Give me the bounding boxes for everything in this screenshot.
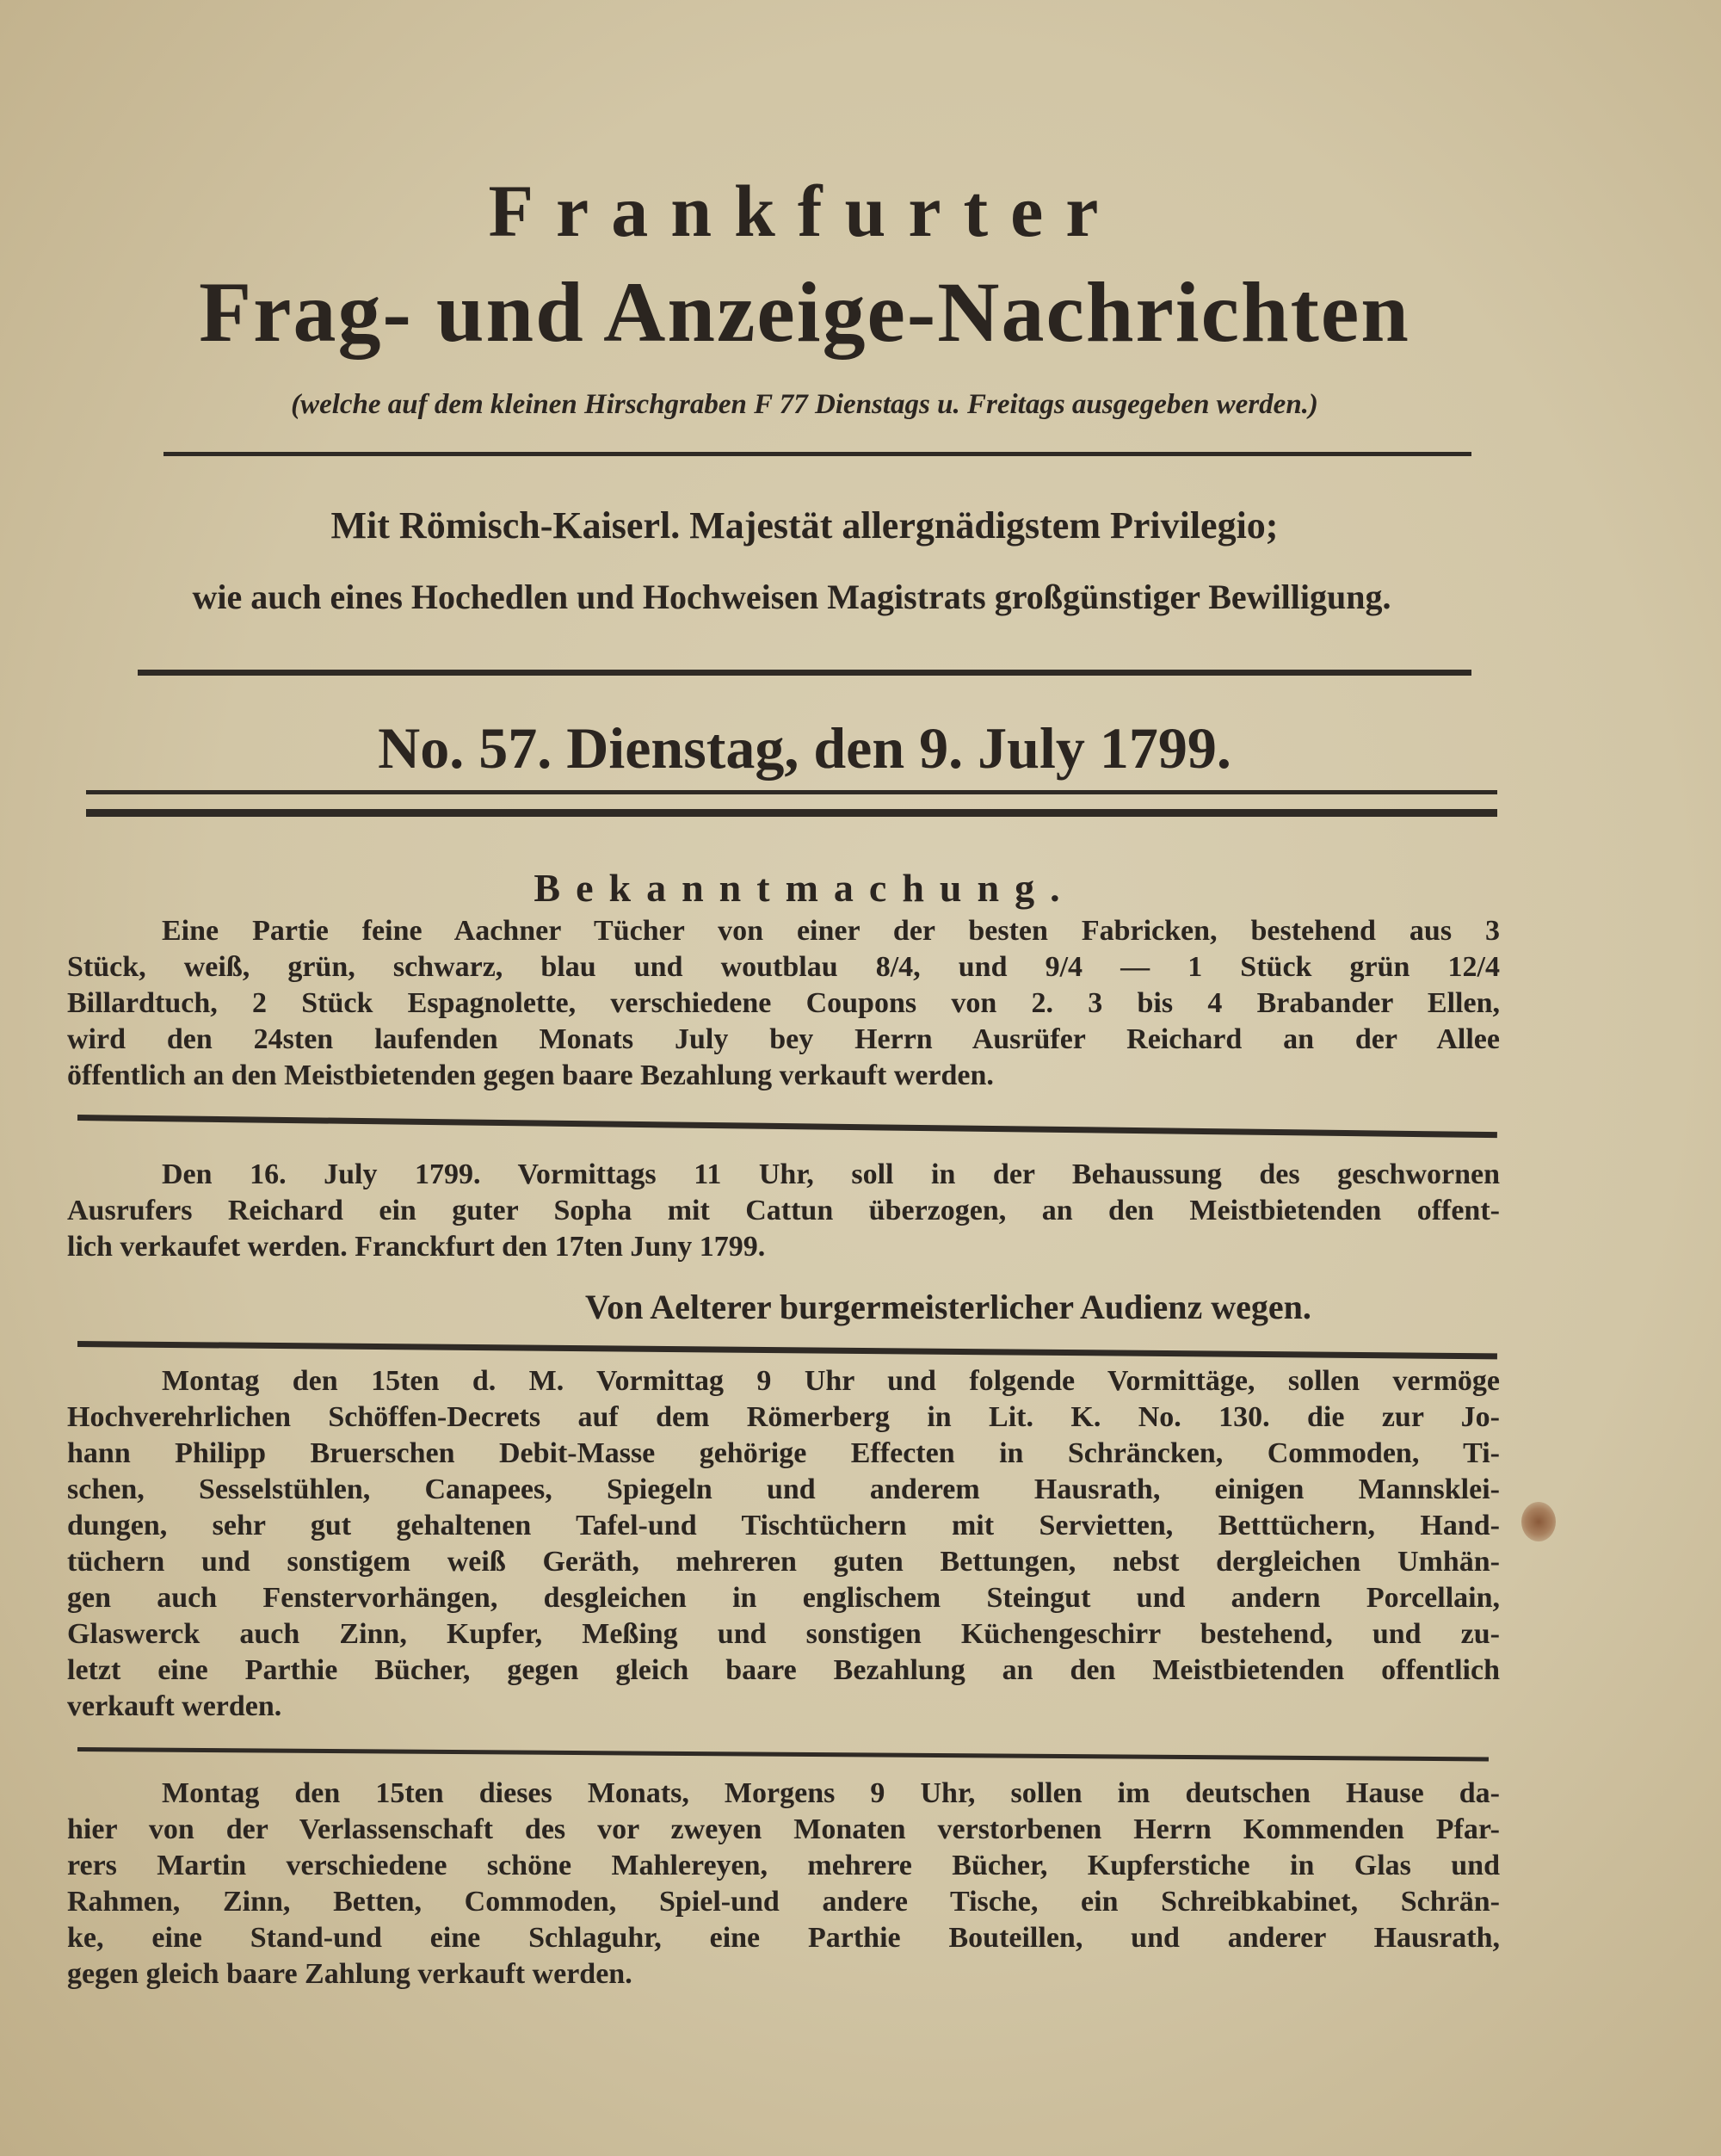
divider xyxy=(77,1115,1497,1138)
notice-line: rers Martin verschiedene schöne Mahlereyen, mehrere Bücher, Kupferstiche in Glas und xyxy=(67,1850,1500,1881)
divider xyxy=(138,670,1471,676)
divider xyxy=(77,1747,1489,1761)
notice-footer: Von Aelterer burgermeisterlicher Audienz wegen. xyxy=(585,1288,1311,1326)
masthead-title-line2: Frag- und Anzeige-Nachrichten xyxy=(199,264,1410,360)
notice-line: letzt eine Parthie Bücher, gegen gleich baare Bezahlung an den Meistbietenden offentlich xyxy=(67,1654,1500,1686)
notice-line: Montag den 15ten dieses Monats, Morgens 9 Uhr, sollen im deutschen Hause da- xyxy=(162,1777,1500,1809)
notice-line: Den 16. July 1799. Vormittags 11 Uhr, soll in der Behaussung des geschwornen xyxy=(162,1158,1500,1190)
masthead-subtitle: (welche auf dem kleinen Hirschgraben F 77 Dienstags u. Freitags ausgegeben werden.) xyxy=(291,389,1318,420)
divider xyxy=(86,809,1497,817)
notice-line: dungen, sehr gut gehaltenen Tafel-und Tischtüchern mit Servietten, Betttüchern, Hand- xyxy=(67,1510,1500,1541)
divider xyxy=(86,790,1497,794)
notice-line: Rahmen, Zinn, Betten, Commoden, Spiel-und andere Tische, ein Schreibkabinet, Schrän- xyxy=(67,1886,1500,1918)
privilege-line2: wie auch eines Hochedlen und Hochweisen Magistrats großgünstiger Bewilligung. xyxy=(192,578,1391,616)
notice-line: hier von der Verlassenschaft des vor zweyen Monaten verstorbenen Herrn Kommenden Pfar- xyxy=(67,1813,1500,1845)
notice-line: tüchern und sonstigem weiß Geräth, mehreren guten Bettungen, nebst dergleichen Umhän- xyxy=(67,1546,1500,1578)
notice-line: Hochverehrlichen Schöffen-Decrets auf dem Römerberg in Lit. K. No. 130. die zur Jo- xyxy=(67,1401,1500,1433)
notice-line: Montag den 15ten d. M. Vormittag 9 Uhr und folgende Vormittäge, sollen vermöge xyxy=(162,1365,1500,1397)
masthead-title-line1: Frankfurter xyxy=(488,170,1121,252)
notice-line: Ausrufers Reichard ein guter Sopha mit Cattun überzogen, an den Meistbietenden offent- xyxy=(67,1195,1500,1226)
notice-line: Billardtuch, 2 Stück Espagnolette, verschiedene Coupons von 2. 3 bis 4 Brabander Ellen, xyxy=(67,987,1500,1019)
notice-line: Stück, weiß, grün, schwarz, blau und woutblau 8/4, und 9/4 — 1 Stück grün 12/4 xyxy=(67,951,1500,983)
divider xyxy=(77,1341,1497,1359)
notice-line: gegen gleich baare Zahlung verkauft werden. xyxy=(67,1958,632,1990)
notice-line: schen, Sesselstühlen, Canapees, Spiegeln und anderem Hausrath, einigen Mannsklei- xyxy=(67,1473,1500,1505)
notice-line: Eine Partie feine Aachner Tücher von einer der besten Fabricken, bestehend aus 3 xyxy=(162,915,1500,947)
notice-line: Glaswerck auch Zinn, Kupfer, Meßing und sonstigen Küchengeschirr bestehend, und zu- xyxy=(67,1618,1500,1650)
notice-line: wird den 24sten laufenden Monats July bey Herrn Ausrüfer Reichard an der Allee xyxy=(67,1023,1500,1055)
notice-heading: Bekanntmachung. xyxy=(534,866,1076,910)
divider xyxy=(163,452,1471,456)
notice-line: gen auch Fenstervorhängen, desgleichen in englischem Steingut und andern Porcellain, xyxy=(67,1582,1500,1614)
notice-line: lich verkaufet werden. Franckfurt den 17ten Juny 1799. xyxy=(67,1231,766,1263)
stain xyxy=(1521,1502,1556,1541)
privilege-line1: Mit Römisch-Kaiserl. Majestät allergnädigstem Privilegio; xyxy=(330,504,1279,547)
notice-line: ke, eine Stand-und eine Schlaguhr, eine Parthie Bouteillen, und anderer Hausrath, xyxy=(67,1922,1500,1954)
notice-line: hann Philipp Bruerschen Debit-Masse gehörige Effecten in Schräncken, Commoden, Ti- xyxy=(67,1437,1500,1469)
issue-date: No. 57. Dienstag, den 9. July 1799. xyxy=(378,715,1231,781)
notice-line: verkauft werden. xyxy=(67,1690,282,1722)
notice-line: öffentlich an den Meistbietenden gegen baare Bezahlung verkauft werden. xyxy=(67,1059,994,1091)
